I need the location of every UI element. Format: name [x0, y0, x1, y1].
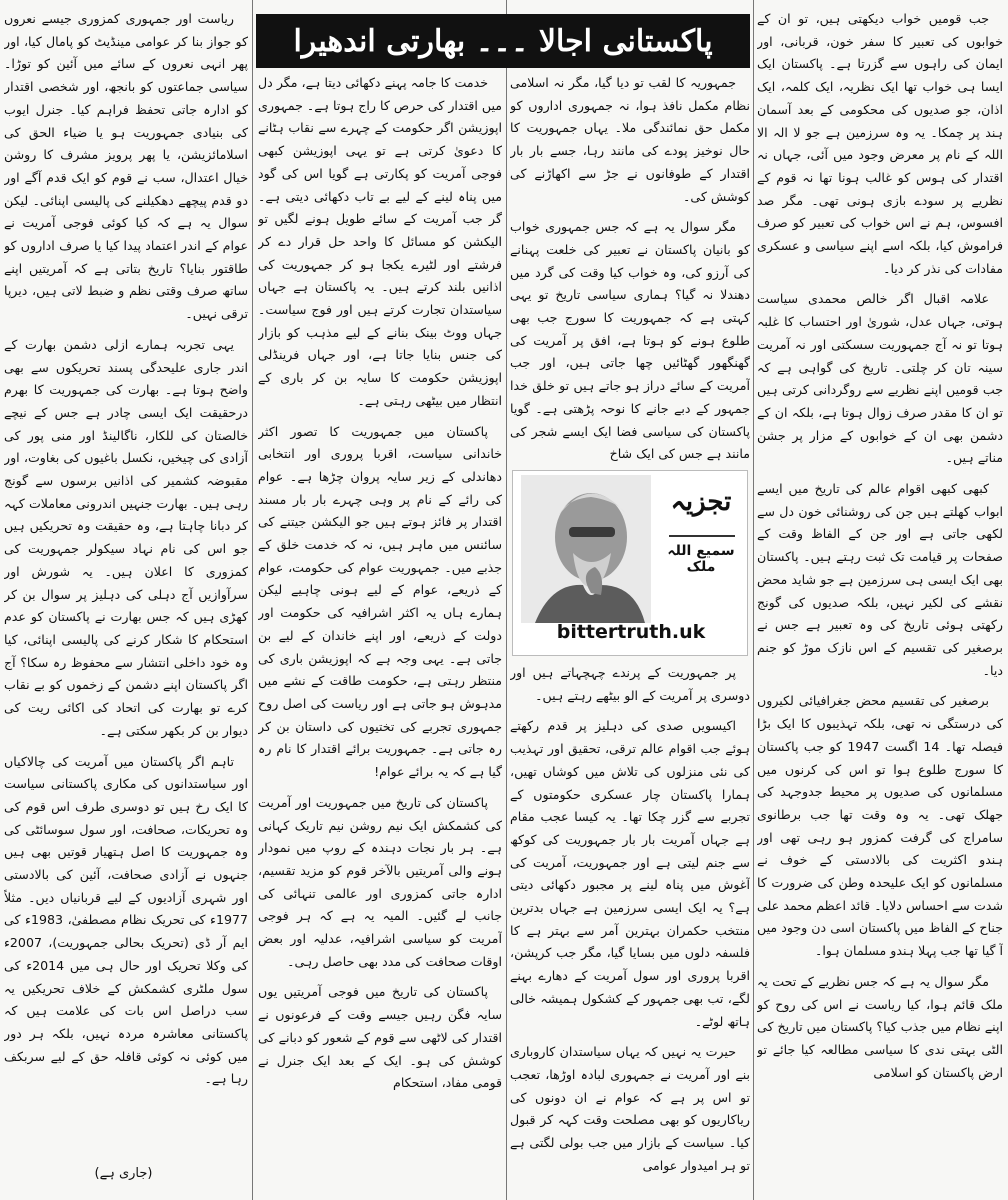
website-link[interactable]: bittertruth.uk: [556, 621, 706, 643]
article-column-3: [258, 72, 502, 1194]
paragraph: ریاست اور جمہوری کمزوری جیسے نعروں کو جواز بنا کر عوامی مینڈیٹ کو پامال کیا، اور پھر انہی نعروں کے سائے میں آئین کو توڑا۔ سیاسی جماعتوں کو بانجھ، اور شخصی اقتدار کو ادارہ جاتی تحفظ فراہم کیا۔ جنرل ایوب کی بنیادی جمہوریت ہو یا ضیاء الحق کی اسلامائزیشن، یا پھر پرویز مشرف کا روشن خیال اعتدال، سب نے قوم کو ایک قدم آگے اور دو قدم پیچھے دھکیلنے کی پالیسی اپنائی۔ لیکن سوال یہ ہے کہ کیا کوئی فوجی آمریت نے عوام کے اندر اعتماد پیدا کیا یا صرف اداروں کو طاقتور بنایا؟ تاریخ بتاتی ہے کہ آمریتیں اپنے ساتھ صرف وقتی نظم و ضبط لاتی ہیں، دیرپا ترقی نہیں۔: [4, 11, 248, 322]
article-column-4: [4, 8, 248, 1162]
author-name: سمیع اللہ ملک: [667, 543, 735, 575]
paragraph: مگر سوال یہ ہے کہ جس نظریے کے تحت یہ ملک قائم ہوا، کیا ریاست نے اس کی روح کو اپنے نظام میں جذب کیا؟ پاکستان میں تاریخ کی الٹی بہتی ندی کا سیاسی مطالعہ کیا جائے تو ارض پاکستان کو اسلامی: [757, 973, 1003, 1080]
paragraph: برصغیر کی تقسیم محض جغرافیائی لکیروں کی درستگی نہ تھی، بلکہ تہذیبوں کا ایک بڑا فیصلہ تھا۔ 14 اگست 1947 کو جب پاکستان کا سورج طلوع ہوا تو اس کی کرنوں میں مسلمانوں کی صدیوں پر محیط جدوجہد کی جھلک تھی۔ یہ وہ وقت تھا جب برطانوی سامراج کی گرفت کمزور ہو رہی تھی اور ہندو اکثریت کی بالادستی کے خوف نے مسلمانوں کو ایک علیحدہ وطن کی ضرورت کا شدت سے احساس دلایا۔ قائد اعظم محمد علی جناح کے الفاظ میں پاکستان اسی دن وجود میں آ گیا تھا جب پہلا ہندو مسلمان ہوا۔: [757, 693, 1003, 959]
paragraph: یہی تجربہ ہمارے ازلی دشمن بھارت کے اندر جاری علیحدگی پسند تحریکوں سے بھی واضح ہوتا ہے۔ بھارت کی جمہوریت کا بھرم درحقیقت ایک ایسی چادر ہے جس کے نیچے خالصتان کی للکار، ناگالینڈ اور منی پور کی آزادی کی چیخیں، نکسل باغیوں کی بغاوت، اور مقبوضہ کشمیر کی اذانیں برسوں سے گونج رہی ہیں۔ بھارت جنہیں اندرونی معاملات کہہ کر دبانا چاہتا ہے، وہ حقیقت وہ تحریکیں ہیں جو اس کی نام نہاد سیکولر جمہوریت کی کمزوری کا اعلان ہیں۔ یہ شورش اور سرآوازیں آج دہلی کی دہلیز پر سوال بن کر کھڑی ہیں کہ جس بھارت نے پاکستان کو عدم استحکام کا شکار کرنے کی پالیسی اپنائی، کیا وہ خود داخلی انتشار سے محفوظ رہ سکا؟ آج اگر پاکستان اپنے دشمن کے زخموں کو بے نقاب کرے تو بھارت کی اتحاد کی اکائی ریت کی دیوار بن کر بکھر سکتی ہے۔: [4, 336, 248, 738]
author-photo: [521, 475, 651, 623]
paragraph: پاکستان کی تاریخ میں جمہوریت اور آمریت کی کشمکش ایک نیم روشن نیم تاریک کہانی ہے۔ ہر بار نجات دہندہ کے روپ میں نمودار ہونے والی آمریتیں بالآخر قوم کو مزید تقسیم، ادارہ جاتی کمزوری اور عالمی تنہائی کی جانب لے گئیں۔ المیہ یہ ہے کہ ہر فوجی آمریت کو سیاسی اشرافیہ، عدلیہ اور بعض اوقات صحافت کی مدد بھی حاصل رہی۔: [258, 794, 502, 969]
paragraph: خدمت کا جامہ پہنے دکھائی دیتا ہے، مگر دل میں اقتدار کی حرص کا راج ہوتا ہے۔ جمہوری اپوزیشن اگر حکومت کے چہرے سے نقاب ہٹانے کا دعویٰ کرتی ہے تو یہی اپوزیشن کبھی فوجی آمریت کو پکارتی ہے گویا اس کی گود میں پناہ لینے کے لیے بے تاب دکھائی دیتی ہے۔ گر جب آمریت کے سائے طویل ہونے لگیں تو الیکشن کو مسائل کا واحد حل قرار دے کر فرشتے اور لٹیرے یکجا ہو کر جمہوریت کی اذانیں بلند کرتے ہیں۔ یہ پاکستان ہے جہاں سیاستدان تجارت کرتے ہیں اور فوج سیاست۔ جہاں ووٹ بینک بنانے کے لیے مذہب کو بازار کی جنس بنایا جاتا ہے، اور جہاں فرینڈلی اپوزیشن حکومت کا سایہ بن کر باری کے انتظار میں بیٹھی رہتی ہے۔: [258, 75, 502, 408]
column-rule: [506, 0, 507, 1200]
paragraph: جمہوریہ کا لقب تو دیا گیا، مگر نہ اسلامی نظام مکمل نافذ ہوا، نہ جمہوری اداروں کو مکمل حق نمائندگی ملا۔ یہاں جمہوریت کا حال نوخیز پودے کی مانند رہا، جسے بار بار اقتدار کے طوفانوں نے جڑ سے اکھاڑنے کی کوشش کی۔: [510, 75, 750, 204]
continued-note: (جاری ہے): [94, 1166, 153, 1181]
paragraph: تاہم اگر پاکستان میں آمریت کی چالاکیاں اور سیاستدانوں کی مکاری پاکستانی سیاست کا ایک رخ ہیں تو دوسری طرف اس قوم کی وہ تحریکات، صحافت، اور سول سوسائٹی کی وہ جمہوریت کا اصل ہتھیار قوتیں بھی ہیں جنہوں نے آزادی صحافت، آئین کی بالادستی اور شہری آزادیوں کے لیے قربانیاں دیں۔ مثلاً 1977ء کی تحریک نظام مصطفیٰ، 1983ء کی ایم آر ڈی (تحریک بحالی جمہوریت)، 2007ء کی وکلا تحریک اور حال ہی میں 2014ء کی سول ملٹری کشمکش کے خلاف تحریکیں یہ سب دراصل اس بات کی علامت ہیں کہ پاکستانی معاشرہ مردہ نہیں، بلکہ ہر دور میں کوئی نہ کوئی قافلہ حق کے لیے سربکف رہا ہے۔: [4, 753, 248, 1087]
paragraph: پاکستان میں جمہوریت کا تصور اکثر خاندانی سیاست، اقربا پروری اور انتخابی دھاندلی کے زیر سایہ پروان چڑھا ہے۔ عوام کی رائے کے نام پر وہی چہرے بار بار مسند اقتدار پر فائز ہوتے ہیں جو الیکشن جیتنے کی سائنس میں ماہر ہیں، نہ کہ خدمت خلق کے جذبے میں۔ جمہوریت عوام کی حکومت، عوام کے ذریعے، عوام کے لیے ہونی چاہیے لیکن ہمارے ہاں یہ اکثر اشرافیہ کی حکومت اور دولت کے ذریعے، اور اپنے خاندان کے لیے بن جاتی ہے۔ یہی وجہ ہے کہ اپوزیشن باری کی منتظر رہتی ہے، حکومت طاقت کے نشے میں مدہوش ہو جاتی ہے اور ریاست کی اصل روح جمہوری تجربے کی تختیوں کی داستان بن کر رہ جاتی ہے۔ جمہوریت برائے اقتدار کا نام رہ گیا ہے کہ یہ برائے عوام!: [258, 423, 502, 780]
paragraph: علامہ اقبال اگر خالص محمدی سیاست ہوتی، جہاں عدل، شوریٰ اور احتساب کا غلبہ ہوتا تو نہ آج جمہوریت سسکتی اور نہ آمریت سینہ تان کر چلتی۔ تاریخ کی گواہی ہے کہ جب قومیں اپنے نظریے سے روگردانی کرتی ہیں تو ان کا مقدر صرف زوال ہوتا ہے، بلکہ ان کے دشمن بھی ان کے خوابوں کے مزار پر جشن مناتے ہیں۔: [757, 291, 1003, 466]
byline-box: [512, 470, 748, 656]
divider: [669, 535, 735, 537]
paragraph: اکیسویں صدی کی دہلیز پر قدم رکھتے ہوئے جب اقوام عالم ترقی، تحقیق اور تہذیب کی نئی منزلوں کی تلاش میں کوشاں تھیں، ہمارا پاکستان چار عسکری حکومتوں کے تجربے سے گزر چکا تھا۔ یہ کیسا عجب مقام ہے جہاں آمریت بار بار جمہوریت کی کوکھ سے جنم لیتی ہے اور جمہوریت، آمریت کی آغوش میں پناہ لینے پر مجبور دکھائی دیتی ہے؟ یہ ایک ایسی سرزمین ہے جہاں بدترین منتخب حکمران بہترین آمر سے بہتر ہے کا فلسفہ دلوں میں بسایا گیا، مگر جب کرپشن، اقربا پروری اور سول آمریت کے دھارے بہنے لگے، تب بھی جمہور کے کشکول ہمیشہ خالی ہاتھ لوٹے۔: [510, 718, 750, 1029]
column-rule: [252, 0, 253, 1200]
article-column-2-bottom: [510, 662, 750, 1194]
headline: پاکستانی اجالا ۔۔۔ بھارتی اندھیرا: [256, 14, 750, 68]
section-label: تجزیہ: [670, 487, 732, 517]
paragraph: کبھی کبھی اقوام عالم کی تاریخ میں ایسے ابواب کھلتے ہیں جن کی روشنائی خون دل سے لکھی جاتی ہے اور جن کے الفاظ وقت کے صفحات پر قیامت تک ثبت رہتے ہیں۔ پاکستان بھی ایک ایسی ہی سرزمین ہے جو شاید محض نقشے کی لکیر نہیں، بلکہ صدیوں کی گونج رکھتی ہوئی تاریخ کی وہ تعبیر ہے جس نے برصغیر کی تقسیم کے اس نازک موڑ کو جنم دیا۔: [757, 481, 1003, 678]
paragraph: مگر سوال یہ ہے کہ جس جمہوری خواب کو بانیان پاکستان نے تعبیر کی خلعت پہنانے کی آرزو کی، وہ خواب کیا وقت کی گرد میں دھندلا نہ گیا؟ ہماری سیاسی تاریخ تو یہی کہتی ہے کہ جمہوریت کا سورج جب بھی طلوع ہونے کو ہوتا ہے، افق پر آمریت کی گھنگھور گھٹائیں چھا جاتی ہیں، اور جب آمریت کے سائے دراز ہو جاتے ہیں تو خلق خدا جمہور کے دبے جانے کا نوحہ پڑھتی ہے۔ گویا پاکستان کی سیاسی فضا ایک ایسے شجر کی مانند ہے جس کی ایک شاخ: [510, 219, 750, 462]
article-column-2-top: [510, 72, 750, 466]
paragraph: جب قومیں خواب دیکھتی ہیں، تو ان کے خوابوں کی تعبیر کا سفر خون، قربانی، اور ایمان کی راہوں سے گزرتا ہے۔ پاکستان ایک ایسا ہی خواب تھا ایک نظریہ، ایک کلمہ، ایک اذان، جو صدیوں کی محکومی کے بعد آسمان ہند پر چمکا۔ یہ وہ سرزمین ہے جو لا الہ الا اللہ کے نام پر معرض وجود میں آئی، جہاں نہ اقتدار کی ہوس کو غالب ہونا تھا نہ قوم کے نظریے پر سودے بازی ہونی تھی۔ مگر صد افسوس، ہم نے اس خواب کی تعبیر کو صرف فراموش کیا، بلکہ اسے اپنے سیاسی و عسکری مفادات کی نذر کر دیا۔: [757, 11, 1003, 276]
paragraph: حیرت یہ نہیں کہ یہاں سیاستدان کاروباری بنے اور آمریت نے جمہوری لبادہ اوڑھا، تعجب تو اس پر ہے کہ عوام نے ان دونوں کی ریاکاریوں کو بھی مصلحت وقت کہہ کر قبول کیا۔ سیاست کے بازار میں جب بولی لگتی ہے تو ہر امیدوار عوامی: [510, 1044, 750, 1173]
article-column-1: [757, 8, 1003, 1194]
column-rule: [753, 0, 754, 1200]
paragraph: پر جمہوریت کے پرندے چہچہاتے ہیں اور دوسری پر آمریت کے الو بیٹھے رہتے ہیں۔: [510, 665, 750, 703]
paragraph: پاکستان کی تاریخ میں فوجی آمریتیں یوں سایہ فگن رہیں جیسے وقت کے فرعونوں نے اقتدار کی لاٹھی سے قوم کے شعور کو دبانے کی کوشش کی ہو۔ ایک کے بعد ایک جنرل نے قومی مفاد، استحکام: [258, 984, 502, 1091]
